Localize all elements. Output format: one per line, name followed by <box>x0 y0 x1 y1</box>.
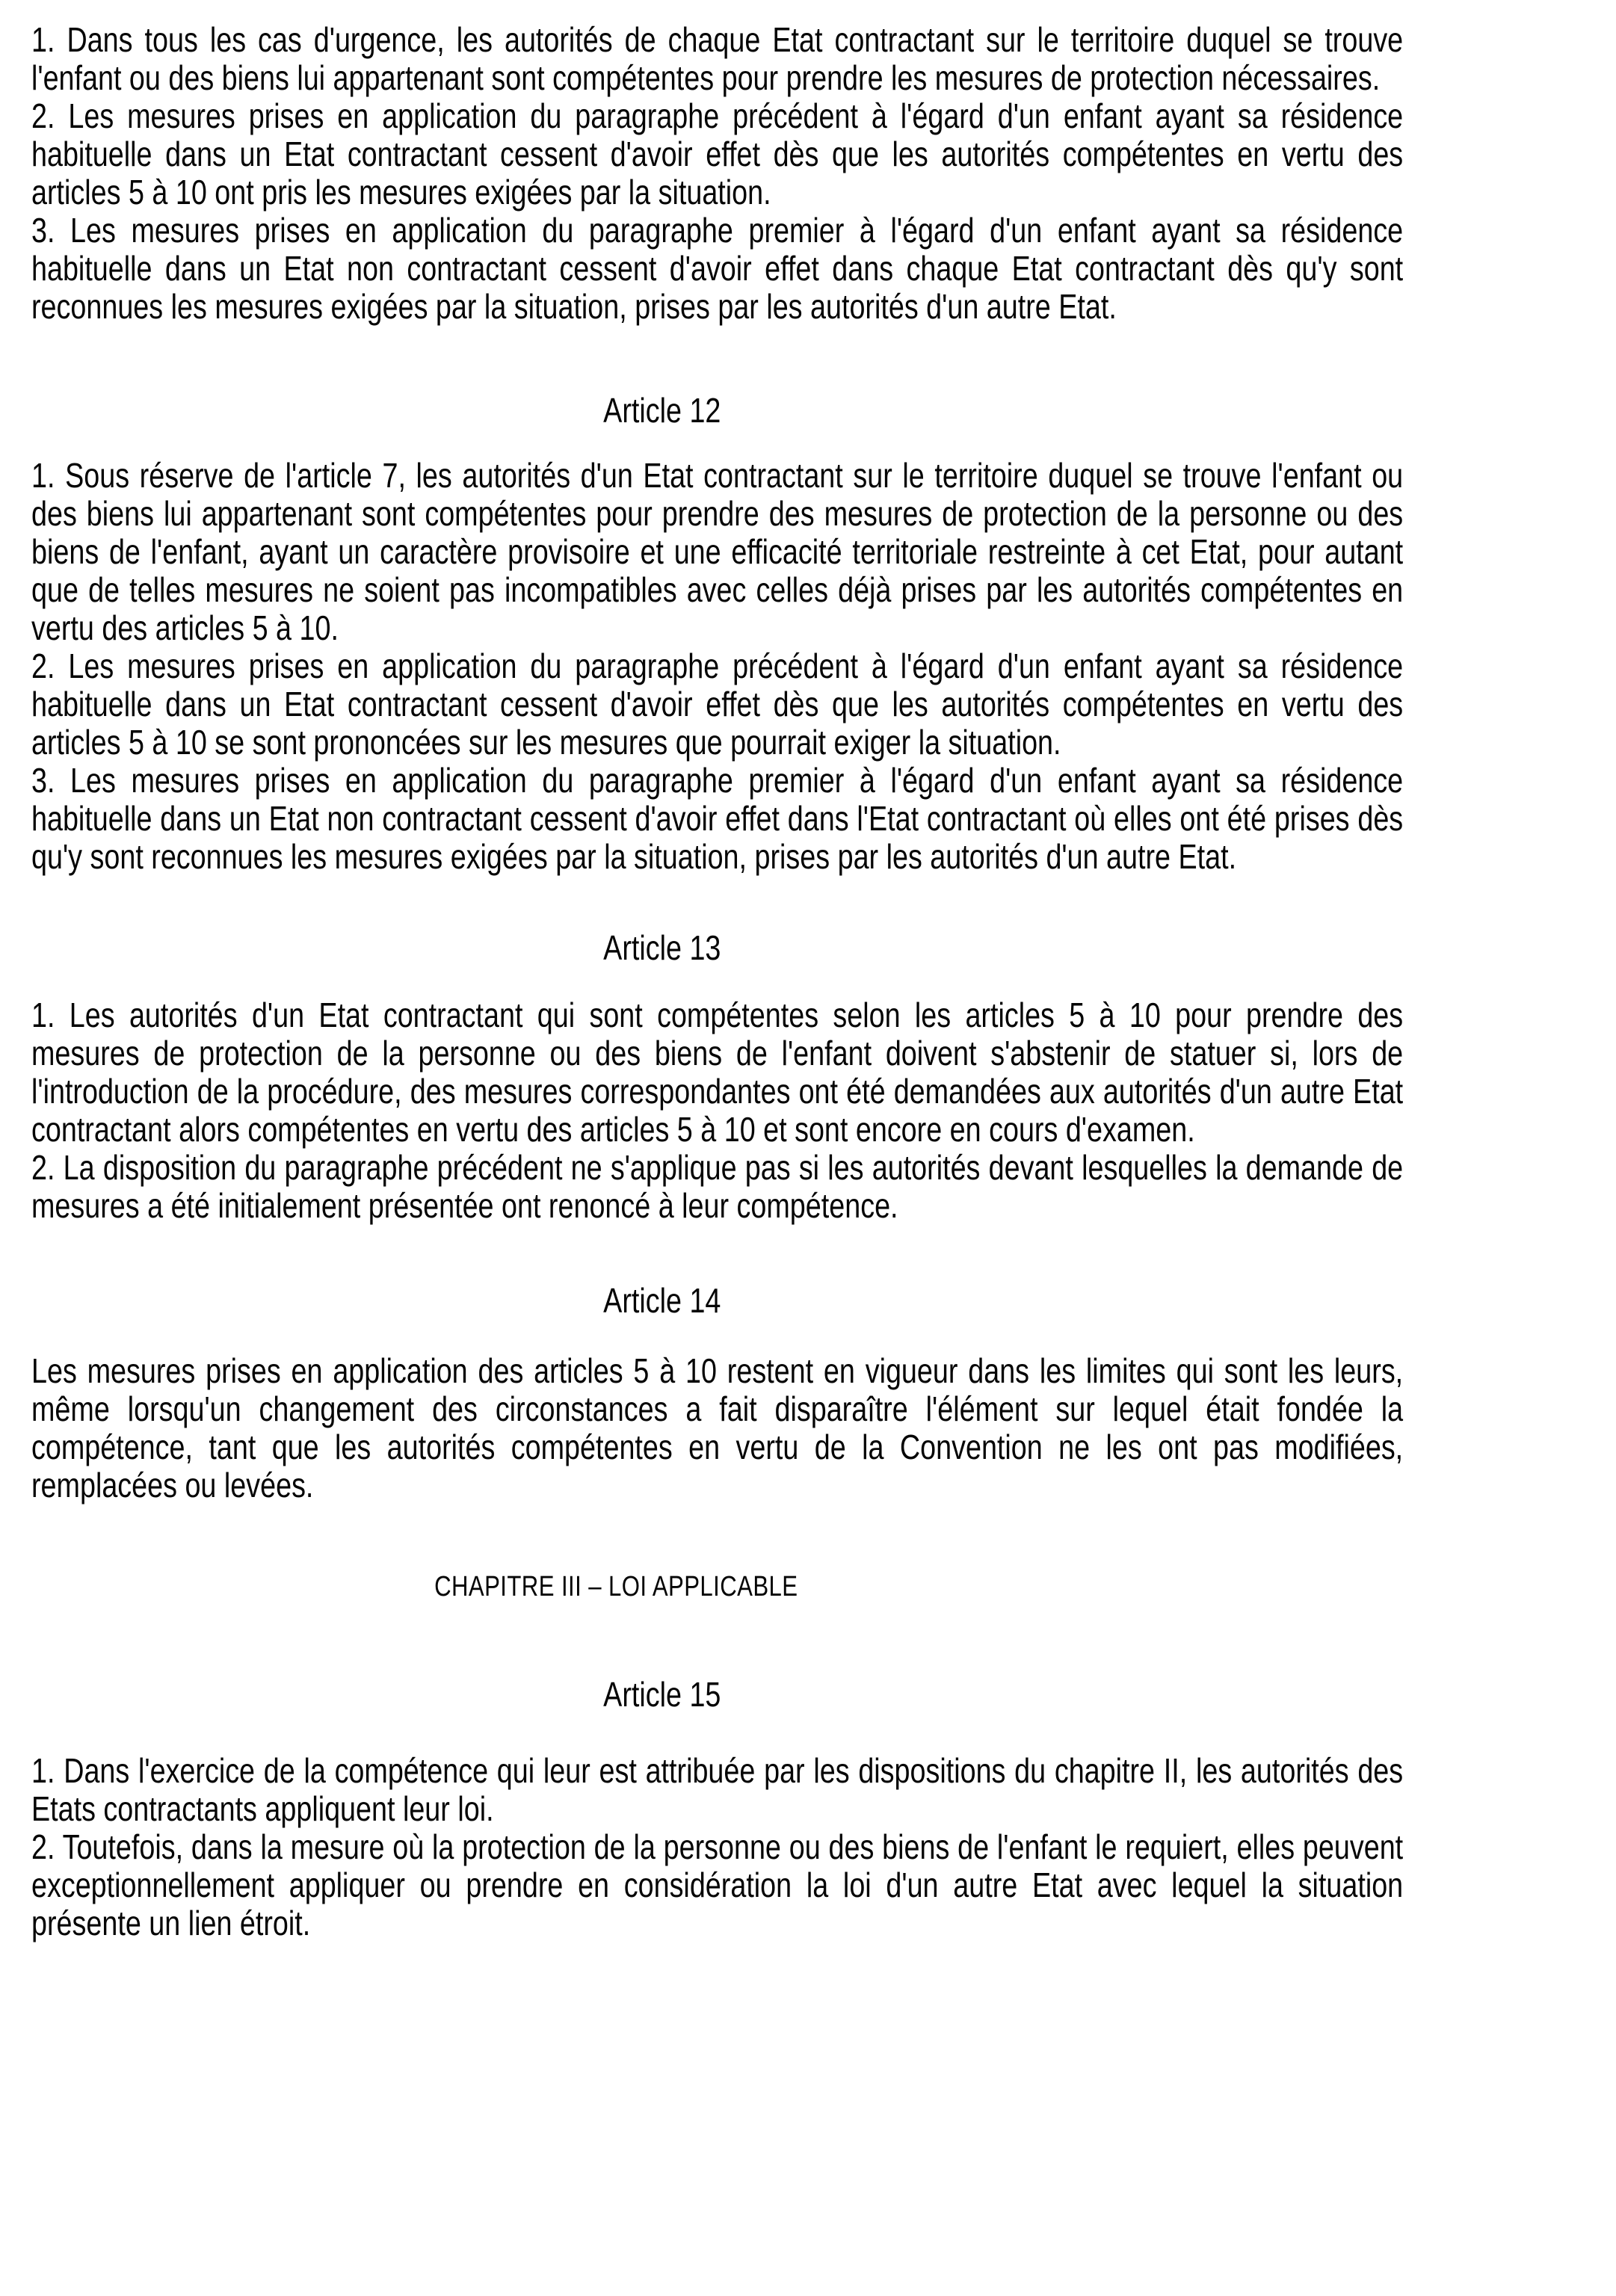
chapter-3-heading: CHAPITRE III – LOI APPLICABLE <box>434 1571 798 1602</box>
article-15-paragraph-2: 2. Toutefois, dans la mesure où la protection de la personne ou des biens de l'enfant le requiert, elles peuvent exceptionnellement appliquer ou prendre en considération la loi d'un autre Etat avec lequel la situation présente un lien étroit. <box>31 1827 1404 1942</box>
article-14-paragraph-1: Les mesures prises en application des articles 5 à 10 restent en vigueur dans les limites qui sont les leurs, même lorsqu'un changement des circonstances a fait disparaître l'élément sur lequel était fondée la compétence, tant que les autorités compétentes en vertu de la Convention ne les ont pas modifiées, remplacées ou levées. <box>31 1351 1404 1505</box>
intro-paragraph-1: 1. Dans tous les cas d'urgence, les autorités de chaque Etat contractant sur le territoire duquel se trouve l'enfant ou des biens lui appartenant sont compétentes pour prendre les mesures de protection nécessaires. <box>31 20 1404 97</box>
article-13-paragraph-1: 1. Les autorités d'un Etat contractant qui sont compétentes selon les articles 5 à 10 pour prendre des mesures de protection de la personne ou des biens de l'enfant doivent s'abstenir de statuer si, lors de l'introduction de la procédure, des mesures correspondantes ont été demandées aux autorités d'un autre Etat contractant alors compétentes en vertu des articles 5 à 10 et sont encore en cours d'examen. <box>31 996 1404 1149</box>
article-12-paragraph-3: 3. Les mesures prises en application du paragraphe premier à l'égard d'un enfant ayant sa résidence habituelle dans un Etat non contractant cessent d'avoir effet dans l'Etat contractant où elles ont été prises dès qu'y sont reconnues les mesures exigées par la situation, prises par les autorités d'un autre Etat. <box>31 761 1404 876</box>
article-14-heading: Article 14 <box>603 1281 721 1320</box>
article-15-heading: Article 15 <box>603 1675 721 1714</box>
article-12-paragraph-1: 1. Sous réserve de l'article 7, les autorités d'un Etat contractant sur le territoire duquel se trouve l'enfant ou des biens lui appartenant sont compétentes pour prendre des mesures de protection de la personne ou des biens de l'enfant, ayant un caractère provisoire et une efficacité territoriale restreinte à cet Etat, pour autant que de telles mesures ne soient pas incompatibles avec celles déjà prises par les autorités compétentes en vertu des articles 5 à 10. <box>31 456 1404 647</box>
article-12-body <box>31 457 1403 876</box>
article-13-body <box>31 996 1403 1225</box>
article-11-continuation <box>31 21 1403 326</box>
article-13-heading: Article 13 <box>603 928 721 967</box>
article-13-paragraph-2: 2. La disposition du paragraphe précédent ne s'applique pas si les autorités devant lesquelles la demande de mesures a été initialement présentée ont renoncé à leur compétence. <box>31 1148 1404 1225</box>
article-15-body <box>31 1752 1403 1942</box>
intro-paragraph-2: 2. Les mesures prises en application du paragraphe précédent à l'égard d'un enfant ayant sa résidence habituelle dans un Etat contractant cessent d'avoir effet dès que les autorités compétentes en vertu des articles 5 à 10 ont pris les mesures exigées par la situation. <box>31 96 1404 212</box>
article-14-body <box>31 1352 1403 1505</box>
article-15-paragraph-1: 1. Dans l'exercice de la compétence qui leur est attribuée par les dispositions du chapitre II, les autorités des Etats contractants appliquent leur loi. <box>31 1751 1404 1828</box>
article-12-paragraph-2: 2. Les mesures prises en application du paragraphe précédent à l'égard d'un enfant ayant sa résidence habituelle dans un Etat contractant cessent d'avoir effet dès que les autorités compétentes en vertu des articles 5 à 10 se sont prononcées sur les mesures que pourrait exiger la situation. <box>31 646 1404 762</box>
article-12-heading: Article 12 <box>603 391 721 430</box>
intro-paragraph-3: 3. Les mesures prises en application du paragraphe premier à l'égard d'un enfant ayant sa résidence habituelle dans un Etat non contractant cessent d'avoir effet dans chaque Etat contractant dès qu'y sont reconnues les mesures exigées par la situation, prises par les autorités d'un autre Etat. <box>31 211 1404 326</box>
document-page <box>31 21 1403 1942</box>
